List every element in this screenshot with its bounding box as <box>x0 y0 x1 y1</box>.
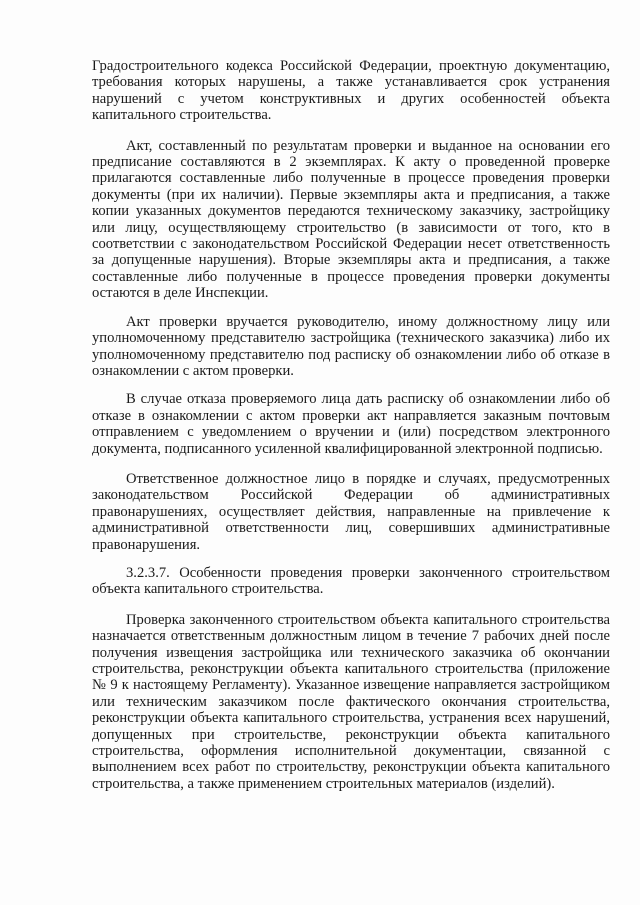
paragraph-act-delivery: Акт проверки вручается руководителю, иному должностному лицу или уполномоченному представителю застройщика (технического заказчика) либо их уполномоченному представителю под расписку об ознакомлении либо об отказе в ознакомлении с актом проверки. <box>92 313 610 379</box>
paragraph-act-copies: Акт, составленный по результатам проверки и выданное на основании его предписание составляются в 2 экземплярах. К акту о проведенной проверке прилагаются составленные либо полученные в процессе проведения проверки документы (при их наличии). Первые экземпляры акта и предписания, а также копии указанных документов передаются техническому заказчику, застройщику или лицу, осуществляющему строительство (в зависимости от того, кто в соответствии с законодательством Российской Федерации несет ответственность за допущенные нарушения). Вторые экземпляры акта и предписания, а также составленные либо полученные в процессе проведения проверки документы остаются в деле Инспекции. <box>92 137 610 302</box>
document-body <box>92 58 610 792</box>
paragraph-responsibility: Ответственное должностное лицо в порядке и случаях, предусмотренных законодательством Российской Федерации об административных правонарушениях, осуществляет действия, направленные на привлечение к административной ответственности лиц, совершивших административные правонарушения. <box>92 470 610 553</box>
paragraph-continuation: Градостроительного кодекса Российской Федерации, проектную документацию, требования которых нарушены, а также устанавливается срок устранения нарушений с учетом конструктивных и других особенностей объекта капитального строительства. <box>92 58 610 124</box>
section-heading-3-2-3-7: 3.2.3.7. Особенности проведения проверки законченного строительством объекта капитального строительства. <box>92 564 610 598</box>
paragraph-final-inspection: Проверка законченного строительством объекта капитального строительства назначается ответственным должностным лицом в течение 7 рабочих дней после получения извещения застройщика или технического заказчика об окончании строительства, реконструкции объекта капитального строительства (приложение № 9 к настоящему Регламенту). Указанное извещение направляется застройщиком или техническим заказчиком после фактического окончания строительства, реконструкции объекта капитального строительства, устранения всех нарушений, допущенных при строительстве, реконструкции объекта капитального строительства, оформления исполнительной документации, связанной с выполнением всех работ по строительству, реконструкции объекта капитального строительства, а также применением строительных материалов (изделий). <box>92 611 610 792</box>
paragraph-refusal: В случае отказа проверяемого лица дать расписку об ознакомлении либо об отказе в ознакомлении с актом проверки акт направляется заказным почтовым отправлением с уведомлением о вручении и (или) посредством электронного документа, подписанного усиленной квалифицированной электронной подписью. <box>92 391 610 457</box>
